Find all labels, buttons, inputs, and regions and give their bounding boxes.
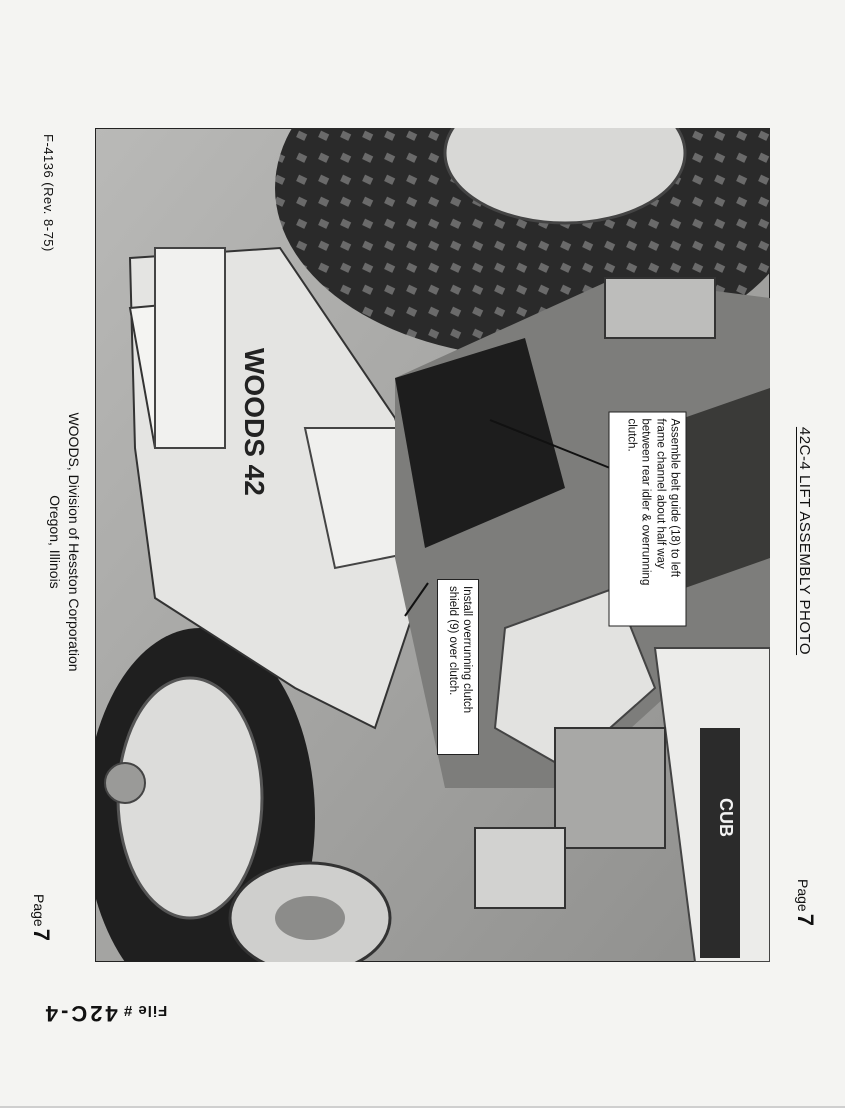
callout-line: between rear idler & overrunning <box>639 418 652 586</box>
file-value: 42C-4 <box>42 1001 118 1026</box>
company-location: Oregon, Illinois <box>47 495 64 589</box>
callout-belt-guide <box>609 412 687 627</box>
callout-line: clutch. <box>625 418 638 452</box>
tractor-badge: CUB <box>716 798 736 837</box>
file-label: File # <box>122 1002 168 1019</box>
company-block <box>43 392 83 692</box>
page-number-bottom <box>28 894 54 954</box>
form-number: F-4136 (Rev. 8-75) <box>41 134 56 252</box>
page-label: Page <box>795 879 811 912</box>
front-wheel-hub <box>230 863 390 962</box>
page-number: 7 <box>29 928 54 941</box>
page-number-top <box>792 879 818 939</box>
callout-line: frame channel about half way <box>654 418 667 569</box>
callout-line: Assemble belt guide (18) to left <box>668 418 681 578</box>
deck-lettering: WOODS 42 <box>239 348 270 496</box>
callout-line: Install overrunning clutch <box>461 586 473 714</box>
callout-clutch-shield <box>437 579 479 755</box>
page-title: 42C-4 LIFT ASSEMBLY PHOTO <box>796 426 813 656</box>
company-name: WOODS, Division of Hesston Corporation <box>66 412 82 672</box>
callout-line: shield (9) over clutch. <box>446 586 459 696</box>
page-number: 7 <box>793 913 818 926</box>
page-label: Page <box>31 894 47 927</box>
file-number <box>30 996 180 1026</box>
